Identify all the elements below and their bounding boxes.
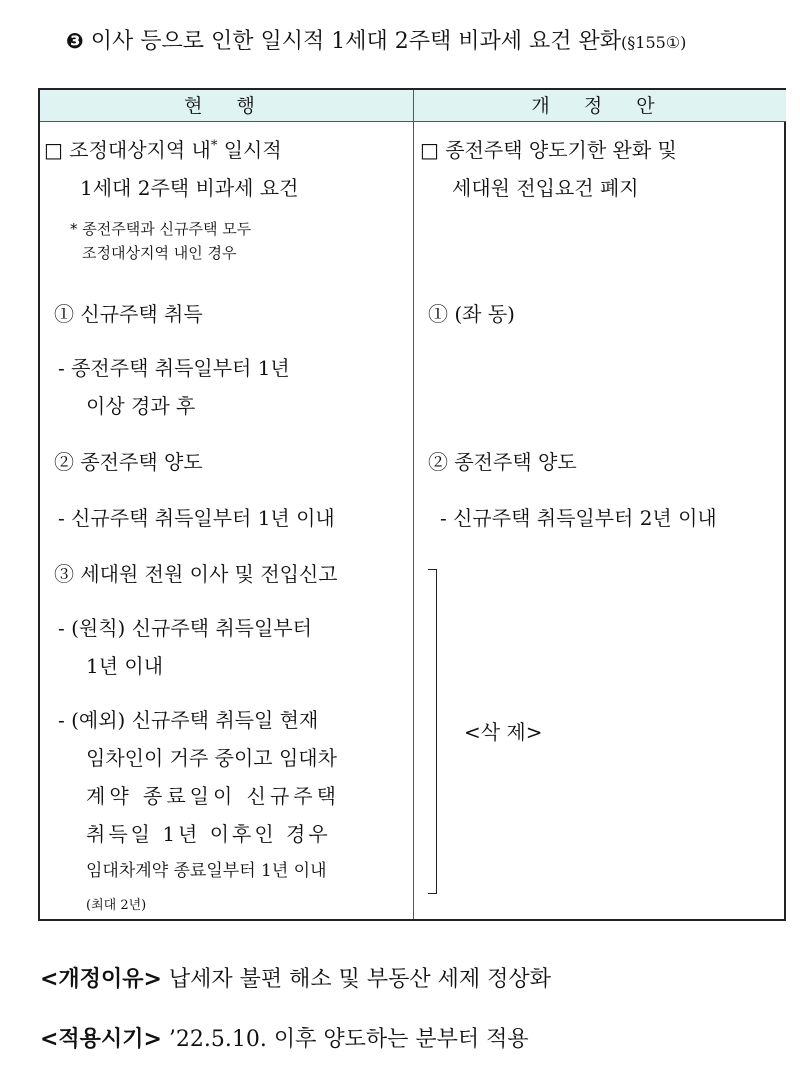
current-item-3-exception-line-2: 임차인이 거주 중이고 임대차 — [86, 746, 337, 770]
current-note-line-2: 조정대상지역 내인 경우 — [82, 244, 237, 262]
revised-item-1: ① (좌 동) — [428, 302, 515, 326]
revised-item-2-detail: - 신규주택 취득일부터 2년 이내 — [440, 506, 717, 530]
column-divider — [413, 90, 414, 919]
column-header-revised: 개 정 안 — [414, 90, 786, 122]
current-item-3-exception-line-5: 임대차계약 종료일부터 1년 이내 — [86, 861, 327, 881]
section-reference: (§155①) — [621, 33, 687, 52]
current-item-1-detail-line-1: - 종전주택 취득일부터 1년 — [58, 356, 290, 380]
current-item-3-principle-line-2: 1년 이내 — [86, 654, 164, 678]
section-title: 이사 등으로 인한 일시적 1세대 2주택 비과세 요건 완화 — [90, 29, 622, 54]
current-item-3-exception-line-6: (최대 2년) — [86, 898, 147, 913]
current-item-3-exception-line-3: 계약 종료일이 신규주택 — [86, 784, 340, 808]
apply-text: ’22.5.10. 이후 양도하는 분부터 적용 — [168, 1027, 529, 1052]
current-item-2-detail: - 신규주택 취득일부터 1년 이내 — [58, 506, 335, 530]
comparison-table — [38, 88, 786, 921]
reason-text: 납세자 불편 해소 및 부동산 세제 정상화 — [168, 967, 551, 992]
revised-item-2: ② 종전주택 양도 — [428, 450, 577, 474]
current-item-1-detail-line-2: 이상 경과 후 — [86, 394, 196, 418]
current-item-3-exception-line-1: - (예외) 신규주택 취득일 현재 — [58, 708, 319, 732]
current-intro-line-1: □ 조정대상지역 내* 일시적 — [44, 138, 282, 162]
revised-item-3-deleted: <삭 제> — [464, 720, 543, 744]
reason-line — [40, 962, 551, 993]
current-item-3-exception-line-4: 취득일 1년 이후인 경우 — [86, 822, 331, 846]
section-heading — [66, 24, 686, 55]
current-item-1: ① 신규주택 취득 — [54, 302, 203, 326]
current-item-3-principle-line-1: - (원칙) 신규주택 취득일부터 — [58, 616, 312, 640]
reason-label: <개정이유> — [40, 967, 162, 992]
revised-intro-line-2: 세대원 전입요건 폐지 — [452, 176, 639, 200]
current-item-2: ② 종전주택 양도 — [54, 450, 203, 474]
deleted-range-bracket — [428, 569, 437, 894]
apply-label: <적용시기> — [40, 1027, 162, 1052]
revised-intro-line-1: □ 종전주택 양도기한 완화 및 — [420, 138, 677, 162]
current-intro-line-2: 1세대 2주택 비과세 요건 — [80, 176, 299, 200]
column-header-current: 현 행 — [40, 90, 413, 122]
section-number: ❸ — [66, 29, 84, 53]
current-item-3: ③ 세대원 전원 이사 및 전입신고 — [54, 562, 338, 586]
current-note-line-1: * 종전주택과 신규주택 모두 — [70, 220, 252, 238]
apply-date-line — [40, 1022, 529, 1053]
